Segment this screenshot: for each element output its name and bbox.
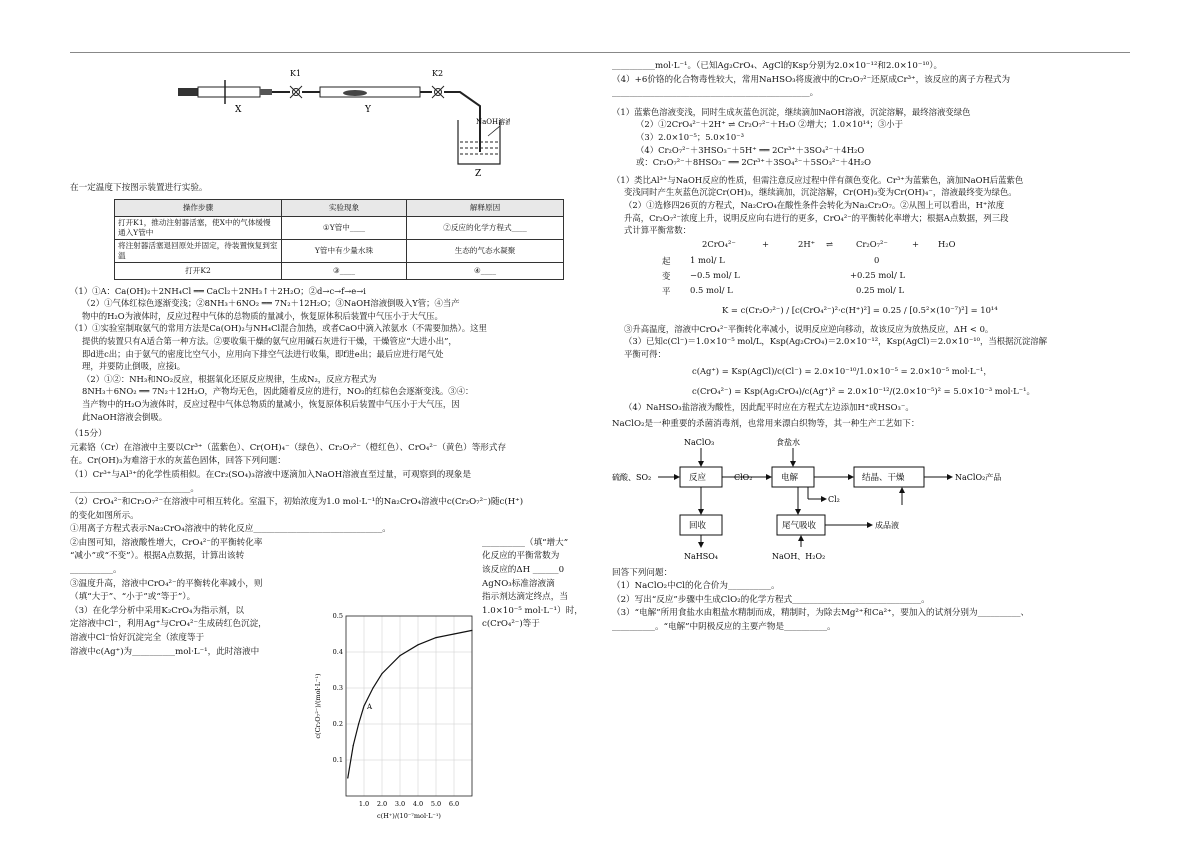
ice-row-label: 起 <box>662 255 671 266</box>
analysis-line: 升高，Cr₂O₇²⁻浓度上升，说明反应向右进行的更多，CrO₄²⁻的平衡转化率增大；根据A点数据，列三段 <box>624 212 1009 223</box>
question-line: 在。Cr(OH)₃为难溶于水的灰蓝色固体，回答下列问题： <box>70 456 286 467</box>
question-line: ______________________________________________。 <box>612 88 819 99</box>
flow-node-recovery: 回收 <box>689 520 707 531</box>
question-line: 元素铬（Cr）在溶液中主要以Cr³⁺（蓝紫色）、Cr(OH)₄⁻（绿色）、Cr₂O₇²⁻（橙红色）、CrO₄²⁻（黄色）等形式存 <box>70 442 507 453</box>
equilibrium-constant-formula: K = c(Cr₂O₇²⁻) / [c(CrO₄²⁻)²·c(H⁺)²] = 0.25 / [0.5²×(10⁻⁷)²] = 10¹⁴ <box>722 304 998 315</box>
question-line: 定溶液中Cl⁻，利用Ag⁺与CrO₄²⁻生成砖红色沉淀， <box>70 619 267 630</box>
plot-frame <box>346 616 472 796</box>
data-point <box>353 745 354 746</box>
answer-line: （3）2.0×10⁻⁵；5.0×10⁻³ <box>636 131 744 142</box>
question-line: ②由图可知，溶液酸性增大，CrO₄²⁻的平衡转化率 <box>70 537 263 548</box>
solution-line: 理，并要防止倒吸，应接i。 <box>82 361 186 372</box>
flow-node-reaction: 反应 <box>689 472 707 483</box>
question-line: （1）NaClO₂中Cl的化合价为__________。 <box>612 581 780 592</box>
question-intro: NaClO₂是一种重要的杀菌消毒剂，也常用来漂白织物等，其一种生产工艺如下： <box>612 419 920 430</box>
data-point <box>358 723 359 724</box>
analysis-line: （1）类比Al³⁺与NaOH反应的性质，但需注意反应过程中伴有颜色变化。Cr³⁺为蓝紫色，滴加NaOH后蓝紫色 <box>612 174 1024 185</box>
flow-label-clo2: ClO₂ <box>734 472 753 482</box>
y-tick-label: 0.5 <box>332 612 343 620</box>
question-line: （2）写出“反应”步骤中生成ClO₂的化学方程式______________________________。 <box>612 594 930 605</box>
data-point <box>347 777 348 778</box>
solution-line: （2）①气体红棕色逐渐变浅；②8NH₃＋6NO₂ ══ 7N₂＋12H₂O；③NaOH溶液倒吸入Y管；④当产 <box>82 298 460 309</box>
flow-node-electrolysis: 电解 <box>781 472 799 483</box>
flow-output-finished-liquid: 成品液 <box>875 520 899 530</box>
flow-node-tail-gas: 尾气吸收 <box>782 520 817 531</box>
ice-eq: 2H⁺ <box>798 238 816 249</box>
x-tick-label: 4.0 <box>412 800 424 808</box>
data-point <box>399 655 400 656</box>
apparatus-label-z: Z <box>475 169 482 178</box>
table-row <box>115 239 564 262</box>
y-tick-label: 0.2 <box>332 720 343 728</box>
answer-line: 或：Cr₂O₇²⁻＋8HSO₃⁻ ══ 2Cr³⁺＋3SO₄²⁻＋5SO₃²⁻＋4H₂O <box>636 157 871 168</box>
question-line: 1.0×10⁻⁵ mol·L⁻¹）时， <box>482 605 583 616</box>
table-cell: ④____ <box>407 262 564 279</box>
flow-output-product: NaClO₂产品 <box>955 472 1002 482</box>
ice-value: 0 <box>874 254 880 265</box>
answer-line: （1）蓝紫色溶液变浅，同时生成灰蓝色沉淀，继续滴加NaOH溶液，沉淀溶解，最终溶液变绿色 <box>612 106 971 117</box>
analysis-formula: c(Ag⁺) = Ksp(AgCl)/c(Cl⁻) = 2.0×10⁻¹⁰/1.0×10⁻⁵ = 2.0×10⁻⁵ mol·L⁻¹， <box>692 365 992 376</box>
apparatus-label-k1: K1 <box>290 69 302 78</box>
process-flow-diagram <box>612 435 1032 563</box>
right-column <box>612 60 1142 635</box>
flow-input-naclo3: NaClO₃ <box>684 437 715 447</box>
flow-input-naoh-h2o2: NaOH、H₂O₂ <box>772 551 826 561</box>
ice-row-label: 平 <box>662 285 671 296</box>
ice-value: −0.5 mol/ L <box>690 269 740 280</box>
solution-line: 提供的装置只有A适合第一种方法。②要收集干燥的氨气应用碱石灰进行干燥，干燥管应“大进小出”， <box>82 335 457 346</box>
solution-line: 物中的H₂O为液体时，反应过程中气体的总物质的量减小，恢复原体积后装置中气压小于大气压。 <box>82 310 443 321</box>
analysis-line: （4）NaHSO₃盐溶液为酸性，因此配平时应在方程式左边添加H⁺或HSO₃⁻。 <box>624 401 914 412</box>
table-cell: ②反应的化学方程式____ <box>407 216 564 239</box>
question-line: 溶液中c(Ag⁺)为__________mol·L⁻¹，此时溶液中 <box>70 646 260 657</box>
table-row <box>115 216 564 239</box>
ice-value: 0.5 mol/ L <box>690 284 733 295</box>
flow-node-crystallize: 结晶、干燥 <box>862 472 905 483</box>
solution-line: 即d进c出；由于氨气的密度比空气小，应用向下排空气法进行收集，即f进e出；最后应进行尾气处 <box>82 348 444 359</box>
question-line: 的变化如图所示。 <box>70 510 139 521</box>
question-line: 化反应的平衡常数为 <box>482 551 560 562</box>
x-tick-label: 1.0 <box>358 800 370 808</box>
question-line: ____________________________。 <box>70 483 199 494</box>
data-point <box>363 705 364 706</box>
solution-line: 当产物中的H₂O为液体时，反应过程中气体总物质的量减小，恢复原体积后装置中气压小于大气压，因 <box>82 398 460 409</box>
analysis-line: （3）已知c(Cl⁻)＝1.0×10⁻⁵ mol/L，Ksp(Ag₂CrO₄)＝2.0×10⁻¹²，Ksp(AgCl)＝2.0×10⁻¹⁰，当根据沉淀溶解 <box>624 336 1047 347</box>
question-line: （15分） <box>70 429 107 440</box>
concentration-chart <box>312 608 482 823</box>
analysis-line: 平衡可得： <box>624 348 666 359</box>
table-cell: Y管中有少量水珠 <box>282 239 407 262</box>
question-line: 回答下列问题： <box>612 567 673 578</box>
question-line: ③温度升高，溶液中CrO₄²⁻的平衡转化率减小，则 <box>70 578 263 589</box>
x-axis-label: c(H⁺)/(10⁻⁷mol·L⁻¹) <box>377 812 441 820</box>
solution-line: （2）①②：NH₃和NO₂反应，根据氧化还原反应规律，生成N₂，反应方程式为 <box>82 373 377 384</box>
solution-line: 此NaOH溶液会倒吸。 <box>82 411 168 422</box>
ice-eq: + <box>762 238 770 249</box>
question-line: __________。 <box>70 565 122 576</box>
y-tick-label: 0.4 <box>332 648 343 656</box>
experiment-intro: 在一定温度下按图示装置进行实验。 <box>70 183 208 193</box>
annotation-a: A <box>367 703 373 711</box>
question-line: __________mol·L⁻¹。（已知Ag₂CrO₄、AgCl的Ksp分别为2.0×10⁻¹²和2.0×10⁻¹⁰）。 <box>612 61 943 71</box>
question-line: （4）+6价铬的化合物毒性较大，常用NaHSO₃将废液中的Cr₂O₇²⁻还原成Cr³⁺，该反应的离子方程式为 <box>612 74 1011 85</box>
solution-line: （1）①实验室制取氨气的常用方法是Ca(OH)₂与NH₄Cl混合加热，或者CaO中滴入浓氨水（不需要加热）。这里 <box>70 323 487 334</box>
x-tick-label: 2.0 <box>376 800 388 808</box>
answer-line: （4）Cr₂O₇²⁻＋3HSO₃⁻＋5H⁺ ══ 2Cr³⁺＋3SO₄²⁻＋4H₂O <box>636 144 865 155</box>
table-cell: 打开K1，推动注射器活塞，使X中的气体缓慢通入Y管中 <box>115 216 282 239</box>
ice-value: 1 mol/ L <box>690 254 725 265</box>
analysis-line: （2）①选修四26页的方程式，Na₂CrO₄在酸性条件会转化为Na₂Cr₂O₇。②从图上可以看出，H⁺浓度 <box>624 199 1005 210</box>
table-cell: 打开K2 <box>115 262 282 279</box>
y-tick-label: 0.1 <box>332 756 343 764</box>
apparatus-diagram <box>170 60 510 178</box>
data-point <box>372 687 373 688</box>
x-tick-label: 5.0 <box>430 800 442 808</box>
table-cell: 生态的气态水凝聚 <box>407 239 564 262</box>
ice-value: +0.25 mol/ L <box>850 269 906 280</box>
table-header: 实验现象 <box>282 199 407 216</box>
table-cell: ①Y管中____ <box>282 216 407 239</box>
answer-line: （2）①2CrO₄²⁻＋2H⁺ ⇌ Cr₂O₇²⁻＋H₂O ②增大；1.0×10¹⁴；③小于 <box>636 119 904 130</box>
table-cell: 将注射器活塞退回原处并固定，待装置恢复到室温 <box>115 239 282 262</box>
question-line: （填“大于”、“小于”或“等于”）。 <box>70 592 196 603</box>
ice-eq: ⇌ <box>826 238 834 249</box>
analysis-formula: c(CrO₄²⁻) = Ksp(Ag₂CrO₄)/c(Ag⁺)² = 2.0×10⁻¹²/(2.0×10⁻⁵)² = 5.0×10⁻³ mol·L⁻¹。 <box>692 385 1035 396</box>
ice-eq: Cr₂O₇²⁻ <box>856 238 888 249</box>
x-tick-label: 3.0 <box>394 800 406 808</box>
table-row <box>115 262 564 279</box>
ice-eq: H₂O <box>938 238 956 249</box>
analysis-line: 式计算平衡常数： <box>624 225 691 236</box>
question-line: __________。“电解”中阴极反应的主要产物是__________。 <box>612 622 836 633</box>
question-line: AgNO₃标准溶液滴 <box>482 578 555 589</box>
question-line: __________（填“增大” <box>482 537 569 548</box>
apparatus-label-naoh: NaOH溶液 <box>476 118 510 126</box>
question-line: （3）“电解”所用食盐水由粗盐水精制而成，精制时，为除去Mg²⁺和Ca²⁺，要加入的试剂分别为__________、 <box>612 608 1030 619</box>
question-line: 溶液中Cl⁻恰好沉淀完全（浓度等于 <box>70 633 205 644</box>
question-line: （2）CrO₄²⁻和Cr₂O₇²⁻在溶液中可相互转化。室温下，初始浓度为1.0 mol·L⁻¹的Na₂CrO₄溶液中c(Cr₂O₇²⁻)随c(H⁺) <box>70 497 524 508</box>
table-header: 操作步骤 <box>115 199 282 216</box>
table-header: 解释原因 <box>407 199 564 216</box>
data-point <box>381 673 382 674</box>
flow-input-brine: 食盐水 <box>776 437 800 447</box>
question-line: 该反应的ΔH ______0 <box>482 565 565 576</box>
experiment-table <box>114 199 564 280</box>
question-line: ①用离子方程式表示Na₂CrO₄溶液中的转化反应______________________________。 <box>70 524 391 535</box>
solution-line: （1）①A：Ca(OH)₂＋2NH₄Cl ══ CaCl₂＋2NH₃↑＋2H₂O；②d→c→f→e→i <box>70 285 366 296</box>
ice-eq: 2CrO₄²⁻ <box>702 238 736 249</box>
data-point <box>417 644 418 645</box>
data-point <box>453 633 454 634</box>
apparatus-label-x: X <box>235 105 242 115</box>
table-cell: ③____ <box>282 262 407 279</box>
flow-label-cl2: Cl₂ <box>828 494 840 504</box>
apparatus-label-y: Y <box>365 105 371 115</box>
analysis-line: 变浅同时产生灰蓝色沉淀Cr(OH)₃，继续滴加，沉淀溶解，Cr(OH)₃变为Cr(OH)₄⁻，溶液最终变为绿色。 <box>624 187 1017 198</box>
analysis-line: ③升高温度，溶液中CrO₄²⁻平衡转化率减小，说明反应逆向移动，故该反应为放热反应，ΔH < 0。 <box>624 323 994 334</box>
y-axis-label: c(Cr₂O₇²⁻)/(mol·L⁻¹) <box>314 673 322 739</box>
left-column <box>70 60 590 687</box>
question-line: c(CrO₄²⁻)等于 <box>482 619 540 630</box>
question-line: （3）在化学分析中采用K₂CrO₄为指示剂，以 <box>70 605 245 616</box>
ice-table <box>612 237 1142 323</box>
flow-output-nahso4: NaHSO₄ <box>684 551 718 561</box>
data-point <box>435 637 436 638</box>
y-tick-label: 0.3 <box>332 684 343 692</box>
ice-value: 0.25 mol/ L <box>856 284 905 295</box>
apparatus-label-k2: K2 <box>432 69 444 78</box>
question-line: （1）Cr³⁺与Al³⁺的化学性质相似。在Cr₂(SO₄)₃溶液中逐滴加入NaOH溶液直至过量，可观察到的现象是 <box>70 469 472 480</box>
ice-row-label: 变 <box>662 270 671 281</box>
x-tick-label: 6.0 <box>448 800 460 808</box>
question-line: 指示剂达滴定终点，当 <box>482 592 568 603</box>
ice-eq: + <box>912 238 920 249</box>
data-point <box>471 630 472 631</box>
solution-line: 8NH₃＋6NO₂ ══ 7N₂＋12H₂O，产物均无色，因此随着反应的进行，NO₂的红棕色会逐渐变浅。③④： <box>82 386 474 397</box>
flow-input-acid-so2: 硫酸、SO₂ <box>612 472 652 482</box>
top-rule <box>70 52 1130 53</box>
question-line: “减小”或“不变”）。根据A点数据，计算出该转 <box>70 551 245 562</box>
